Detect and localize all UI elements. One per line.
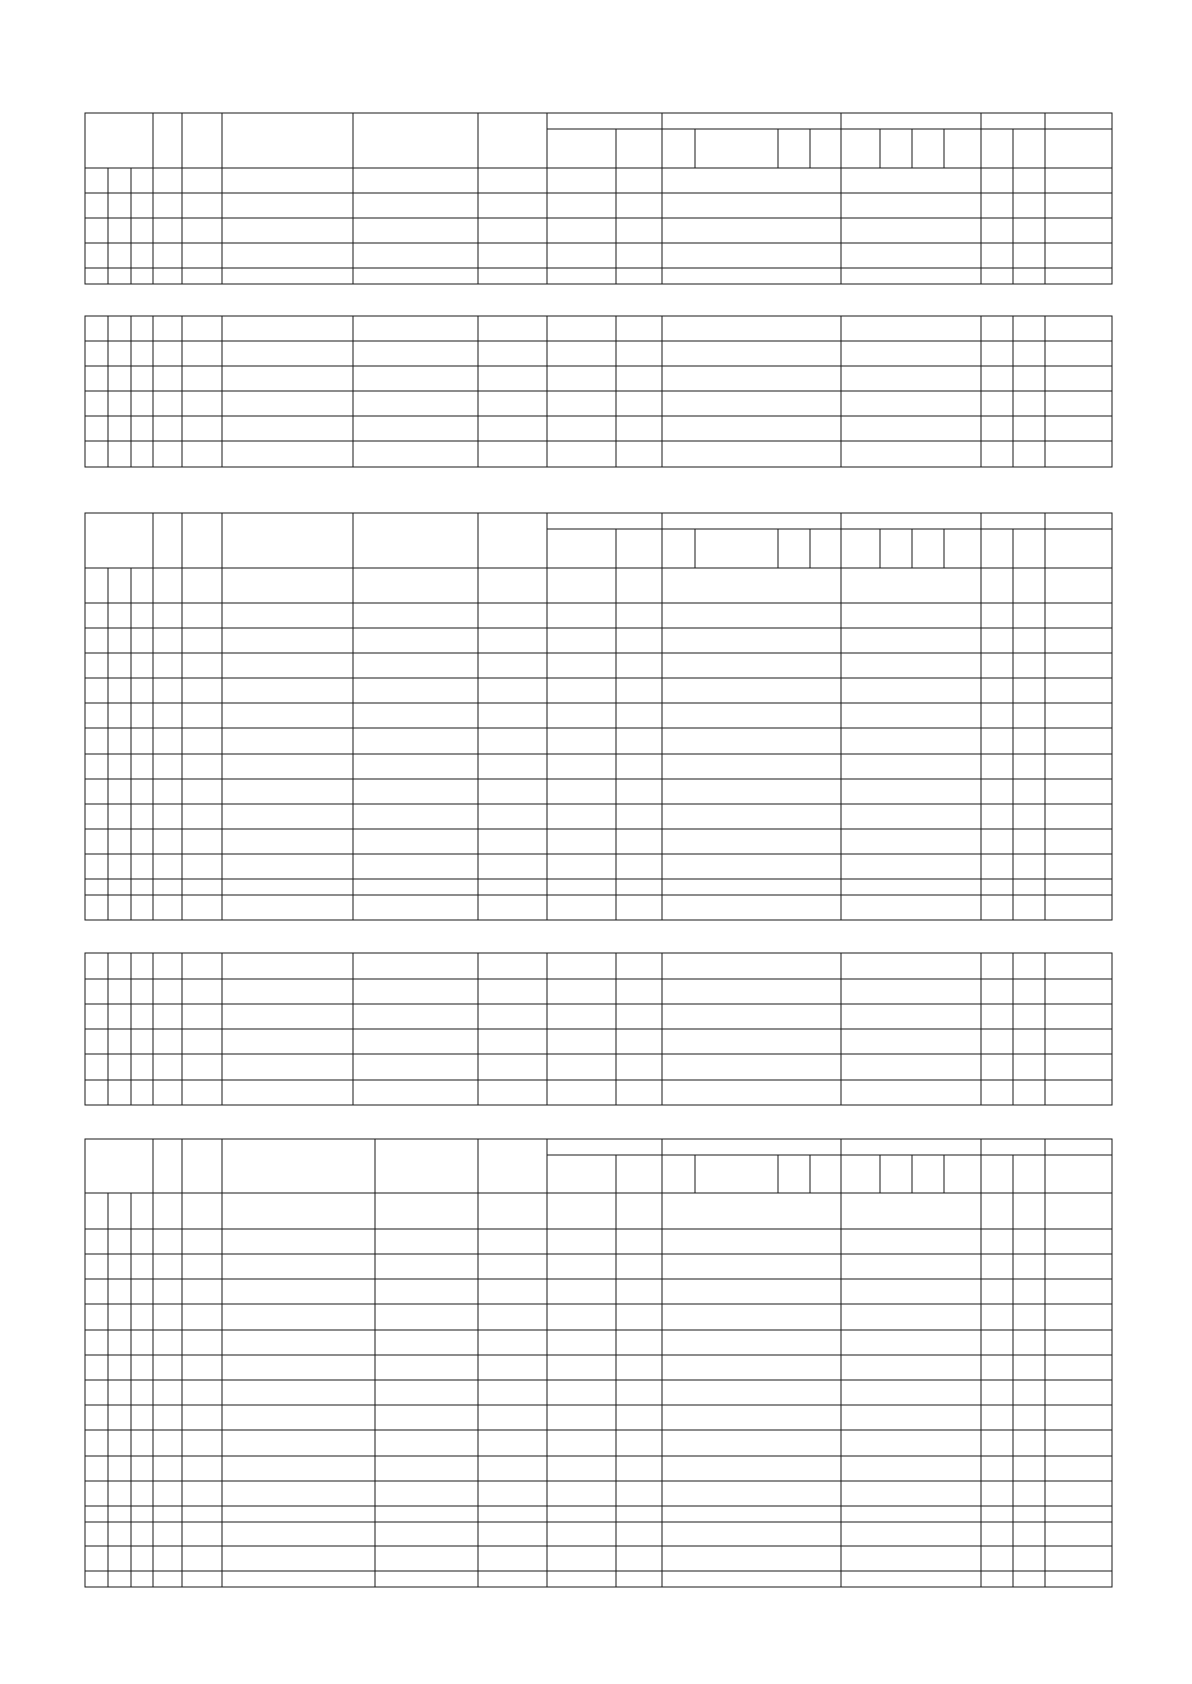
table-1 — [85, 113, 1112, 284]
table-frame — [85, 113, 1112, 284]
table-3 — [85, 513, 1112, 920]
table-frame — [85, 1139, 1112, 1587]
table-5 — [85, 1139, 1112, 1587]
table-2 — [85, 316, 1112, 467]
table-frame — [85, 513, 1112, 920]
table-4 — [85, 953, 1112, 1105]
